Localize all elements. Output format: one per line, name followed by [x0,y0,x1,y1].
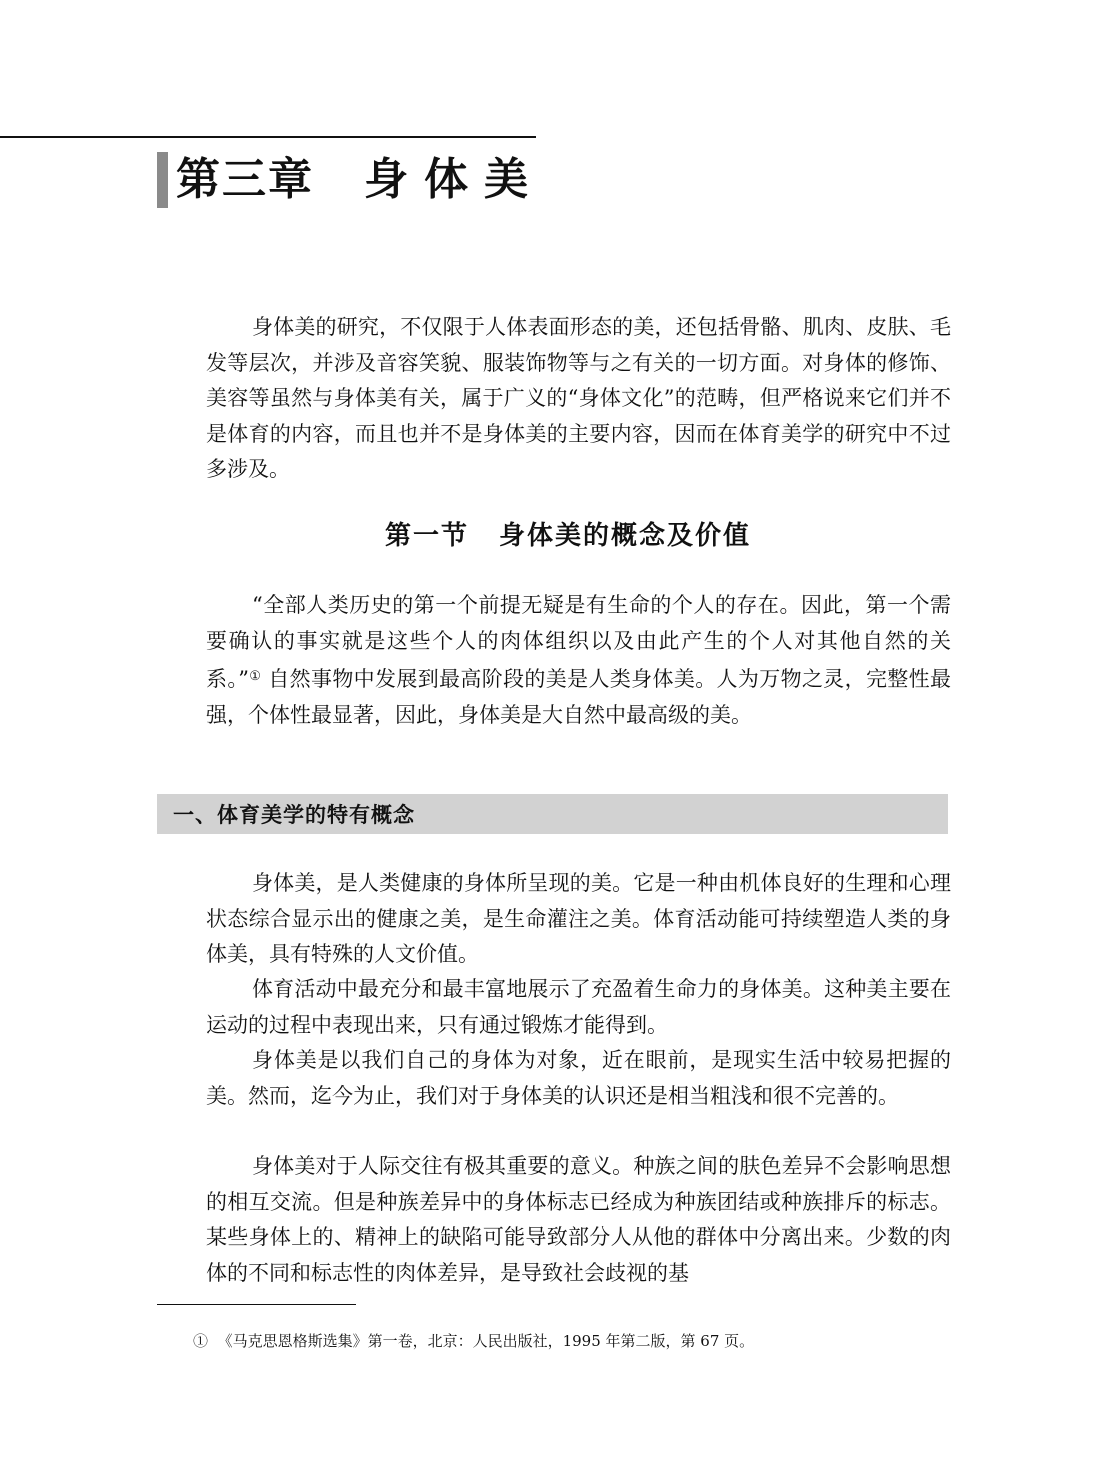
body-paragraph: 身体美是以我们自己的身体为对象，近在眼前，是现实生活中较易把握的美。然而，迄今为止，我们对于身体美的认识还是相当粗浅和很不完善的。 [206,1048,951,1108]
chapter-title [176,148,544,212]
chapter-number: 第三章 [176,154,314,205]
quote-text: “全部人类历史的第一个前提无疑是有生命的个人的存在。因此，第一个需要确认的事实就是这些个人的肉体组织以及由此产生的个人对其他自然的关系。” [206,593,951,691]
footnote-reference-mark: ① [248,669,262,684]
quote-paragraph [206,588,951,733]
footnote-rule [157,1304,356,1305]
subsection-title: 一、体育美学的特有概念 [173,802,415,827]
chapter-top-rule [0,136,536,138]
footnote-text: 《马克思恩格斯选集》第一卷，北京：人民出版社，1995 年第二版，第 67 页。 [217,1332,755,1350]
section-number: 第一节 [384,521,469,551]
quote-continuation: 自然事物中发展到最高阶段的美是人类身体美。人为万物之灵，完整性最强，个体性最显著，因此，身体美是大自然中最高级的美。 [206,667,951,727]
section-title [0,515,1108,552]
body-paragraph: 体育活动中最充分和最丰富地展示了充盈着生命力的身体美。这种美主要在运动的过程中表现出来，只有通过锻炼才能得到。 [206,977,951,1037]
body-paragraph: 身体美，是人类健康的身体所呈现的美。它是一种由机体良好的生理和心理状态综合显示出的健康之美，是生命灌注之美。体育活动能可持续塑造人类的身体美，具有特殊的人文价值。 [206,871,951,966]
chapter-name: 身体美 [364,154,544,205]
footnote-mark: ① [193,1332,209,1350]
body-paragraph: 身体美对于人际交往有极其重要的意义。种族之间的肤色差异不会影响思想的相互交流。但是种族差异中的身体标志已经成为种族团结或种族排斥的标志。某些身体上的、精神上的缺陷可能导致部分人从他的群体中分离出来。少数的肉体的不同和标志性的肉体差异，是导致社会歧视的基 [206,1154,951,1285]
section-name: 身体美的概念及价值 [499,521,752,551]
footnote [193,1330,754,1352]
chapter-marker-bar [157,152,168,208]
intro-paragraph: 身体美的研究，不仅限于人体表面形态的美，还包括骨骼、肌肉、皮肤、毛发等层次，并涉及音容笑貌、服装饰物等与之有关的一切方面。对身体的修饰、美容等虽然与身体美有关，属于广义的“身体文化”的范畴，但严格说来它们并不是体育的内容，而且也并不是身体美的主要内容，因而在体育美学的研究中不过多涉及。 [206,315,951,481]
